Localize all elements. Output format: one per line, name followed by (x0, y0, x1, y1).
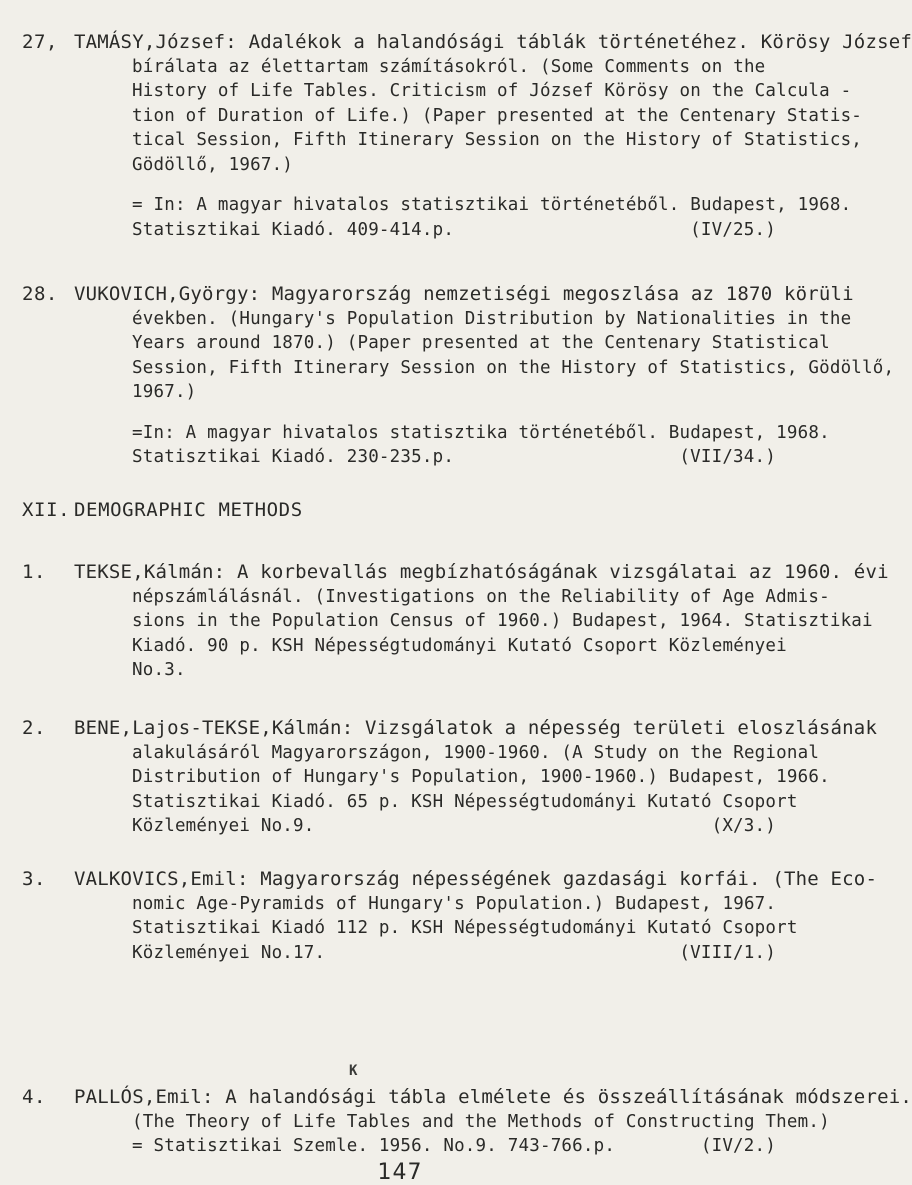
entry-line: BENE,Lajos-TEKSE,Kálmán: Vizsgálatok a népesség területi eloszlásának (74, 717, 878, 739)
entry-line: Közleményei No.17. (132, 942, 326, 963)
entry-line: bírálata az élettartam számításokról. (Some Comments on the (132, 56, 766, 77)
entry-line: No.3. (132, 660, 186, 680)
entry-last-line (74, 814, 784, 839)
entry-line: = Statisztikai Szemle. 1956. No.9. 743-766.p. (132, 1136, 616, 1156)
entry-line: Kiadó. 90 p. KSH Népességtudományi Kutató Csoport Közleményei (132, 635, 787, 656)
entry-number: 2. (22, 717, 46, 739)
entry-last-line (74, 941, 784, 966)
classification-code: (X/3.) (711, 816, 776, 836)
section-title: DEMOGRAPHIC METHODS (74, 499, 303, 521)
entry-last-line (74, 445, 784, 470)
entry-line: TAMÁSY,József: Adalékok a halandósági táblák történetéhez. Körösy József (74, 31, 912, 53)
entry-number: 4. (22, 1086, 46, 1108)
entry-line: Distribution of Hungary's Population, 1900-1960.) Budapest, 1966. (132, 767, 830, 787)
entry-line: =In: A magyar hivatalos statisztika történetéből. Budapest, 1968. (132, 422, 830, 443)
entry-line: Statisztikai Kiadó. 65 p. KSH Népességtudományi Kutató Csoport (132, 791, 798, 812)
section-heading (22, 498, 303, 522)
entry-line: Statisztikai Kiadó. 409-414.p. (132, 219, 455, 240)
classification-code: (IV/25.) (690, 219, 776, 240)
entry-line: Statisztikai Kiadó 112 p. KSH Népességtudományi Kutató Csoport (132, 918, 798, 938)
entry-line: népszámlálásnál. (Investigations on the Reliability of Age Admis- (132, 586, 830, 607)
entry-line: (The Theory of Life Tables and the Methods of Constructing Them.) (132, 1111, 830, 1132)
classification-code: (VII/34.) (679, 447, 776, 467)
entry-line: tical Session, Fifth Itinerary Session on the History of Statistics, (132, 130, 863, 150)
entry-last-line (74, 218, 784, 243)
entry-line: Gödöllő, 1967.) (132, 154, 294, 175)
entry-line: 1967.) (132, 382, 197, 402)
entry-line: nomic Age-Pyramids of Hungary's Population.) Budapest, 1967. (132, 893, 777, 914)
entry-line: Years around 1870.) (Paper presented at the Centenary Statistical (132, 333, 830, 353)
entry-line: alakulásáról Magyarországon, 1900-1960. (A Study on the Regional (132, 742, 820, 763)
page-number: 147 (377, 1160, 423, 1185)
entry-line: tion of Duration of Life.) (Paper presented at the Centenary Statis- (132, 105, 863, 126)
entry-line: VALKOVICS,Emil: Magyarország népességének gazdasági korfái. (The Eco- (74, 868, 878, 890)
entry-line: TEKSE,Kálmán: A korbevallás megbízhatóságának vizsgálatai az 1960. évi (74, 561, 889, 583)
entry-line: PALLÓS,Emil: A halandósági tábla elmélete és összeállításának módszerei. (74, 1086, 912, 1108)
entry-number: 28. (22, 283, 58, 305)
entry-line: Session, Fifth Itinerary Session on the History of Statistics, Gödöllő, (132, 357, 895, 378)
entry-line: = In: A magyar hivatalos statisztikai történetéből. Budapest, 1968. (132, 195, 852, 215)
entry-last-line (74, 1134, 784, 1159)
entry-line: években. (Hungary's Population Distribution by Nationalities in the (132, 308, 852, 329)
entry-number: 1. (22, 561, 46, 583)
entry-line: History of Life Tables. Criticism of József Körösy on the Calcula - (132, 81, 852, 101)
stamp-mark: K (349, 1063, 358, 1079)
classification-code: (VIII/1.) (679, 942, 776, 963)
entry-line: Közleményei No.9. (132, 816, 315, 836)
classification-code: (IV/2.) (700, 1136, 776, 1156)
entry-line: sions in the Population Census of 1960.) Budapest, 1964. Statisztikai (132, 611, 873, 631)
entry-line: Statisztikai Kiadó. 230-235.p. (132, 447, 455, 467)
section-number: XII. (22, 499, 71, 521)
entry-number: 3. (22, 868, 46, 890)
entry-number: 27, (22, 31, 58, 53)
entry-line: VUKOVICH,György: Magyarország nemzetiségi megoszlása az 1870 körüli (74, 283, 854, 305)
